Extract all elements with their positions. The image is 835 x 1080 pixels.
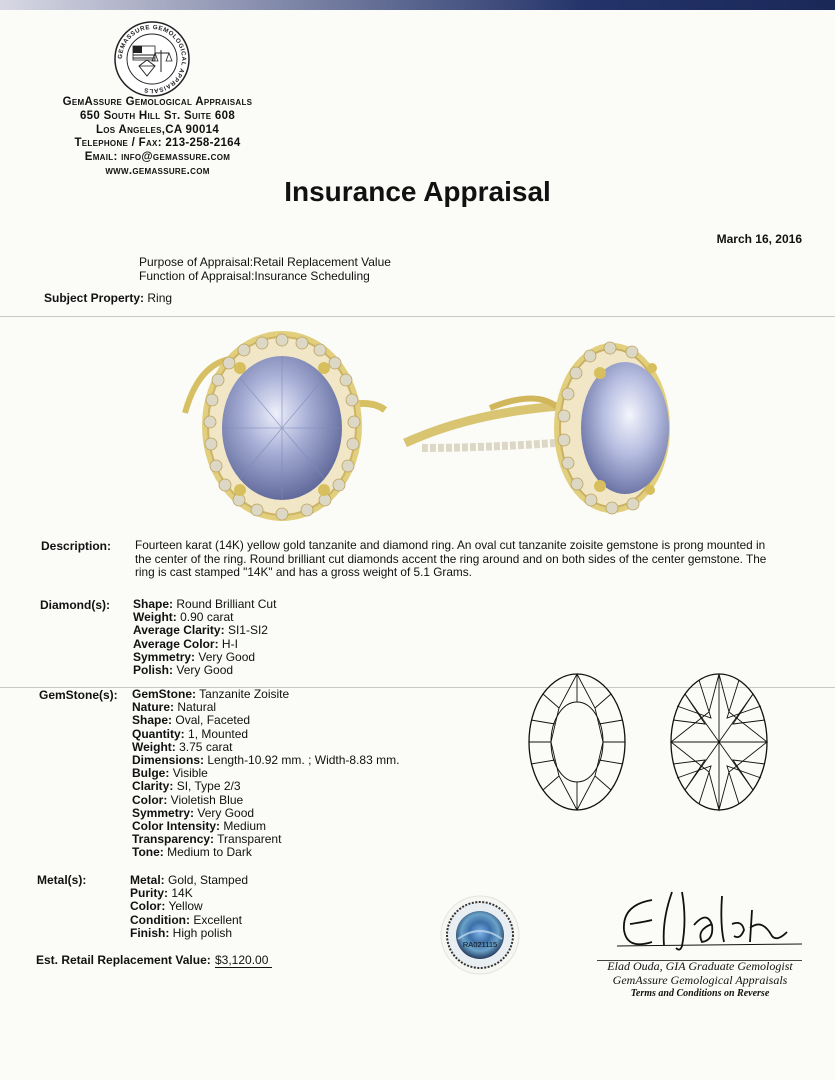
gem-type: GemStone: Tanzanite Zoisite [132, 687, 290, 701]
metal-color: Color: Yellow [130, 899, 203, 914]
diamond-clarity: Average Clarity: SI1-SI2 [133, 623, 268, 638]
company-phone: Telephone / Fax: 213-258-2164 [74, 137, 241, 150]
company-address-line1: 650 South Hill St. Suite 608 [79, 109, 236, 122]
diamond-color: Average Color: H-I [133, 636, 238, 651]
estimate-label: Est. Retail Replacement Value: [36, 953, 211, 967]
function-of-appraisal: Function of Appraisal:Insurance Scheduling [139, 269, 370, 283]
purpose-of-appraisal: Purpose of Appraisal:Retail Replacement Value [139, 255, 391, 269]
diamond-shape: Shape: Round Brilliant Cut [133, 597, 277, 611]
description-text: Fourteen karat (14K) yellow gold tanzanite and diamond ring. An oval cut tanzanite zoisite gemstone is prong mounted in the center of the ring. Round brilliant cut diamonds accent the ring around and on both sides of the center gemstone. The ring is cast stamped "14K" and has a gross weight of 5.1 Grams. [135, 538, 767, 579]
document-title: Insurance Appraisal [284, 176, 551, 207]
diamonds-fields [133, 598, 276, 677]
metal-finish: Finish: High polish [130, 925, 233, 940]
paper-fold-line [0, 316, 835, 317]
gem-transparency: Transparency: Transparent [132, 832, 282, 847]
gemstones-fields [132, 688, 399, 860]
company-name: GemAssure Gemological Appraisals [62, 96, 253, 108]
estimate-value: $3,120.00 [215, 953, 272, 968]
subject-property-value: Ring [147, 291, 173, 305]
purpose-block [139, 255, 391, 283]
ring-photo [0, 318, 835, 543]
subject-property-label: Subject Property: [44, 291, 145, 305]
appraiser-name: Elad Ouda, GIA Graduate Gemologist [607, 959, 793, 973]
description-label: Description: [41, 539, 112, 553]
hologram-seal [440, 895, 520, 975]
gem-shape: Shape: Oval, Faceted [132, 713, 251, 728]
diamond-weight: Weight: 0.90 carat [133, 610, 234, 625]
gemstones-label: GemStone(s): [39, 688, 118, 702]
oval-pavilion-diagram [669, 672, 769, 812]
gem-quantity: Quantity: 1, Mounted [132, 726, 249, 741]
gem-color-intensity: Color Intensity: Medium [132, 819, 267, 834]
terms-notice: Terms and Conditions on Reverse [630, 988, 770, 999]
top-edge-band [0, 0, 835, 10]
gem-dimensions: Dimensions: Length-10.92 mm. ; Width-8.83 mm. [132, 753, 400, 768]
gem-clarity: Clarity: SI, Type 2/3 [132, 779, 241, 794]
signature-block [590, 960, 810, 1001]
svg-text:GEMASSURE GEMOLOGICAL APPRAISA: GEMASSURE GEMOLOGICAL APPRAISALS [116, 23, 188, 95]
gem-weight: Weight: 3.75 carat [132, 739, 233, 754]
diamond-symmetry: Symmetry: Very Good [133, 649, 256, 664]
gem-nature: Nature: Natural [132, 700, 217, 715]
appraiser-company: GemAssure Gemological Appraisals [612, 972, 788, 987]
gem-symmetry: Symmetry: Very Good [132, 805, 255, 820]
hologram-id: RA021115 [462, 940, 498, 949]
gemassure-seal-logo [113, 20, 191, 98]
company-header [30, 96, 285, 179]
gem-tone: Tone: Medium to Dark [132, 845, 252, 860]
company-email: Email: info@gemassure.com [84, 151, 231, 164]
metals-label: Metal(s): [37, 873, 87, 887]
metal-purity: Purity: 14K [130, 886, 193, 901]
gem-color: Color: Violetish Blue [132, 792, 244, 807]
metal-condition: Condition: Excellent [130, 912, 243, 927]
diamond-polish: Polish: Very Good [133, 663, 234, 678]
metal-type: Metal: Gold, Stamped [130, 873, 249, 887]
appraisal-date: March 16, 2016 [716, 232, 802, 246]
diamonds-label: Diamond(s): [40, 598, 110, 612]
company-website: www.gemassure.com [105, 164, 210, 177]
subject-property [44, 291, 172, 305]
oval-crown-diagram [527, 672, 627, 812]
metals-fields [130, 874, 248, 940]
company-address-line2: Los Angeles,CA 90014 [95, 123, 220, 136]
appraiser-signature [612, 880, 807, 960]
gem-bulge: Bulge: Visible [132, 766, 208, 781]
